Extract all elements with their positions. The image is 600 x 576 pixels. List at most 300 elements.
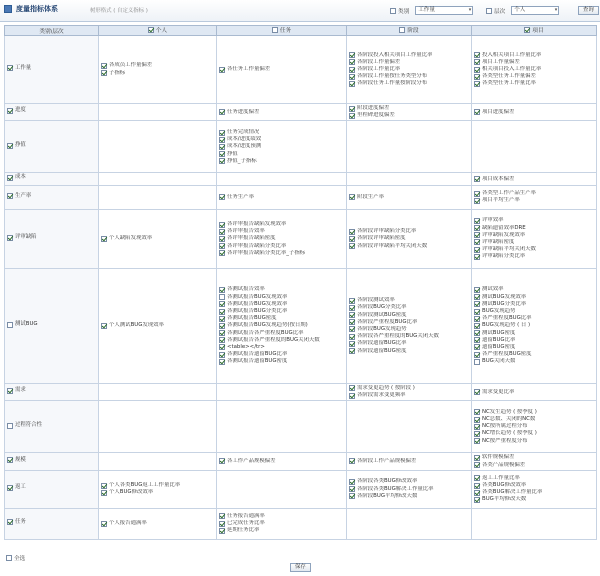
table-row: [5, 173, 597, 186]
row-checkbox[interactable]: [7, 65, 13, 71]
metric-checkbox[interactable]: [349, 486, 355, 492]
metric-checkbox[interactable]: [219, 458, 225, 464]
metric-item: [474, 246, 594, 253]
metric-label: 成本/进度绩效: [227, 136, 262, 143]
metric-label: 阶段生产率: [357, 193, 384, 200]
metric-item: [349, 319, 469, 326]
table-row: [5, 453, 597, 470]
metric-label: 各测试报告效率: [227, 286, 265, 293]
metric-cell: [472, 508, 597, 539]
metric-item: [474, 80, 594, 87]
metric-checkbox[interactable]: [349, 385, 355, 391]
metric-item: [219, 150, 344, 157]
metric-checkbox[interactable]: [474, 389, 480, 395]
column-checkbox[interactable]: [399, 27, 405, 33]
metric-item: [474, 358, 594, 365]
category-select[interactable]: 工作量 ▾: [415, 6, 473, 15]
metric-checkbox[interactable]: [219, 359, 225, 365]
metric-checkbox[interactable]: [219, 330, 225, 336]
metric-item: [349, 312, 469, 319]
metric-checkbox[interactable]: [474, 417, 480, 423]
metric-label: 缺陷遗留效率DRE: [482, 224, 526, 231]
metric-checkbox[interactable]: [474, 344, 480, 350]
row-header-group: [7, 321, 38, 328]
metric-checkbox[interactable]: [101, 236, 107, 242]
column-label: 个人: [155, 28, 168, 34]
metric-label: 投入相关项目工作量比率: [482, 51, 542, 58]
metric-checkbox[interactable]: [219, 301, 225, 307]
metric-checkbox[interactable]: [349, 298, 355, 304]
metric-item: [349, 392, 469, 399]
column-checkbox[interactable]: [272, 27, 278, 33]
metric-checkbox[interactable]: [219, 222, 225, 228]
metric-label: 测试BUG分类比率: [482, 300, 527, 307]
metric-item: [219, 143, 344, 150]
metric-checkbox[interactable]: [349, 74, 355, 80]
metric-checkbox[interactable]: [474, 191, 480, 197]
metric-item: [474, 217, 594, 224]
metric-checkbox[interactable]: [474, 225, 480, 231]
metric-item: [349, 304, 469, 311]
metric-item: [349, 242, 469, 249]
metric-checkbox[interactable]: [219, 243, 225, 249]
metric-cell: [347, 453, 472, 470]
metric-cell: [217, 508, 347, 539]
metric-label: 各测试报告遗留BUG比率: [227, 351, 288, 358]
metric-label: 评审缺陷发现效率: [482, 231, 526, 238]
metric-label: 各类型任务工作量偏差: [482, 73, 536, 80]
row-label: 测试BUG: [15, 321, 38, 328]
category-filter: [390, 6, 473, 15]
metric-checkbox[interactable]: [219, 513, 225, 519]
metric-label: 延期任务比率: [227, 527, 260, 534]
metric-cell: [472, 383, 597, 400]
metric-label: BUG平均修改天数: [482, 496, 527, 503]
metric-item: [474, 225, 594, 232]
metric-item: [219, 351, 344, 358]
metric-label: <table></tr>: [227, 343, 265, 350]
metric-cell: [472, 401, 597, 453]
row-checkbox[interactable]: [7, 457, 13, 463]
row-checkbox[interactable]: [7, 322, 13, 328]
metric-checkbox[interactable]: [219, 151, 225, 157]
metric-checkbox[interactable]: [349, 106, 355, 112]
metric-label: 遗留BUG密度: [482, 343, 516, 350]
metric-checkbox[interactable]: [219, 352, 225, 358]
metric-item: [474, 416, 594, 423]
metric-cell: [99, 185, 217, 209]
metric-checkbox[interactable]: [219, 294, 225, 300]
query-button[interactable]: 查询: [578, 6, 599, 15]
metric-checkbox[interactable]: [474, 490, 480, 496]
metric-item: [101, 520, 214, 527]
table-row: [5, 268, 597, 383]
metric-checkbox[interactable]: [219, 194, 225, 200]
metric-label: 任务报告通满率: [227, 512, 265, 519]
metric-checkbox[interactable]: [474, 337, 480, 343]
metric-item: [474, 482, 594, 489]
row-header: [5, 470, 99, 508]
metric-cell: [99, 121, 217, 173]
metric-item: [101, 70, 214, 77]
metric-label: 各阶段投入相关项目工作量比率: [357, 51, 433, 58]
metric-label: 个人各类BUG返工工作量比率: [109, 482, 181, 489]
table-row: [5, 401, 597, 453]
metric-label: 各阶段严重程度BUG比率: [357, 318, 418, 325]
metric-checkbox[interactable]: [349, 493, 355, 499]
column-checkbox[interactable]: [148, 27, 154, 33]
metric-cell: [99, 268, 217, 383]
metric-cell: [99, 401, 217, 453]
metric-label: 个人报告通满率: [109, 520, 147, 527]
metric-checkbox[interactable]: [349, 341, 355, 347]
metric-item: [101, 235, 214, 242]
save-button[interactable]: 保存: [290, 563, 311, 572]
metric-label: 各阶段工作产品规模偏差: [357, 457, 417, 464]
metric-checkbox[interactable]: [219, 158, 225, 164]
row-header: [5, 383, 99, 400]
metric-label: 各严重程度BUG比率: [482, 315, 532, 322]
metric-checkbox[interactable]: [474, 232, 480, 238]
metric-checkbox[interactable]: [349, 479, 355, 485]
metric-item: [474, 294, 594, 301]
metric-label: 个人BUG修改效率: [109, 489, 154, 496]
metric-item: [219, 329, 344, 336]
metric-checkbox[interactable]: [101, 483, 107, 489]
metric-cell: [347, 383, 472, 400]
metric-label: 各评审报告效率: [227, 228, 265, 235]
metric-cell: [347, 173, 472, 186]
metric-item: [474, 52, 594, 59]
metric-checkbox[interactable]: [219, 344, 225, 350]
row-label: 规模: [15, 456, 26, 463]
metric-label: 各阶段评审缺陷平均关闭天数: [357, 242, 428, 249]
metric-label: 各类型任务工作量比率: [482, 80, 536, 87]
metric-item: [349, 194, 469, 201]
metric-checkbox[interactable]: [219, 109, 225, 115]
metric-checkbox[interactable]: [474, 67, 480, 73]
metric-checkbox[interactable]: [474, 330, 480, 336]
metric-item: [349, 297, 469, 304]
metric-label: 遗留BUG比率: [482, 336, 516, 343]
metric-item: [474, 253, 594, 260]
metric-label: 各阶段各严重程度的BUG关闭天数: [357, 333, 439, 340]
metric-item: [219, 129, 344, 136]
row-label: 返工: [15, 484, 26, 491]
metric-checkbox[interactable]: [219, 144, 225, 150]
metric-cell: [472, 36, 597, 104]
metric-checkbox[interactable]: [349, 236, 355, 242]
metric-checkbox[interactable]: [349, 243, 355, 249]
metric-checkbox[interactable]: [474, 455, 480, 461]
metric-checkbox[interactable]: [101, 70, 107, 76]
metric-checkbox[interactable]: [219, 521, 225, 527]
row-checkbox[interactable]: [7, 143, 13, 149]
metric-checkbox[interactable]: [474, 359, 480, 365]
metric-label: 任务生产率: [227, 193, 254, 200]
metric-checkbox[interactable]: [474, 198, 480, 204]
metric-label: 各阶段评审缺陷分类比率: [357, 228, 417, 235]
metric-label: 测试效率: [482, 286, 504, 293]
column-checkbox[interactable]: [524, 27, 530, 33]
metric-label: NC按所属过程分布: [482, 423, 528, 430]
metric-checkbox[interactable]: [349, 194, 355, 200]
metric-cell: [99, 470, 217, 508]
metric-checkbox[interactable]: [349, 81, 355, 87]
metric-checkbox[interactable]: [219, 528, 225, 534]
row-header: [5, 401, 99, 453]
metric-item: [474, 430, 594, 437]
metric-label: NC按严重程度分布: [482, 437, 528, 444]
metric-checkbox[interactable]: [474, 316, 480, 322]
metric-item: [349, 326, 469, 333]
metric-checkbox[interactable]: [474, 254, 480, 260]
metric-checkbox[interactable]: [349, 59, 355, 65]
metric-checkbox[interactable]: [474, 483, 480, 489]
metric-cell: [99, 453, 217, 470]
row-header: [5, 453, 99, 470]
metric-checkbox[interactable]: [474, 462, 480, 468]
metric-item: [219, 286, 344, 293]
metric-label: 各阶段各类BUG修改效率: [357, 478, 418, 485]
column-header-group: [399, 26, 418, 34]
metric-checkbox[interactable]: [219, 236, 225, 242]
metric-cell: [472, 268, 597, 383]
metric-cell: [217, 470, 347, 508]
row-checkbox[interactable]: [7, 388, 13, 394]
metric-checkbox[interactable]: [474, 52, 480, 58]
row-header: [5, 121, 99, 173]
metric-item: [474, 388, 594, 395]
metric-item: [101, 482, 214, 489]
metric-label: 各阶段工作量偏差: [357, 58, 401, 65]
metric-label: 各测试报告BUG分类比率: [227, 308, 288, 314]
metric-checkbox[interactable]: [349, 305, 355, 311]
metric-label: 项目进度偏差: [482, 108, 515, 115]
metric-label: 个人测试BUG发现效率: [109, 322, 164, 329]
metric-item: [474, 190, 594, 197]
metric-item: [474, 176, 594, 183]
table-row: [5, 508, 597, 539]
metric-checkbox[interactable]: [474, 352, 480, 358]
metric-label: 各测试报告各严重程度BUG比率: [227, 329, 304, 336]
metric-checkbox[interactable]: [474, 247, 480, 253]
metric-item: [474, 351, 594, 358]
metric-checkbox[interactable]: [349, 393, 355, 399]
row-checkbox[interactable]: [7, 235, 13, 241]
metric-checkbox[interactable]: [101, 63, 107, 69]
row-checkbox[interactable]: [7, 519, 13, 525]
metric-item: [349, 458, 469, 465]
metric-item: [349, 112, 469, 119]
row-header-group: [7, 387, 26, 394]
metric-cell: [347, 268, 472, 383]
table-row: [5, 121, 597, 173]
metric-label: 各测试报告BUG密度: [227, 315, 277, 322]
metric-label: 各类型工作产品生产率: [482, 190, 536, 197]
metric-label: 各任务工作量偏差: [227, 66, 271, 72]
column-label: 项目: [532, 28, 544, 34]
metric-checkbox[interactable]: [474, 431, 480, 437]
metric-item: [474, 461, 594, 468]
row-checkbox[interactable]: [7, 423, 13, 429]
row-label: 进度: [15, 107, 26, 114]
metric-cell: [99, 104, 217, 121]
metric-label: 阶段进度偏差: [357, 105, 390, 112]
metric-cell: [347, 36, 472, 104]
page-title: 度量指标体系: [16, 5, 58, 13]
metric-checkbox[interactable]: [474, 409, 480, 415]
metric-label: 各阶段工作量按任务类型分布: [357, 73, 428, 80]
level-checkbox[interactable]: [486, 8, 492, 14]
row-label: 挣值: [15, 142, 26, 149]
metrics-table: [4, 25, 597, 540]
row-header-group: [7, 107, 26, 114]
row-header: [5, 209, 99, 268]
table-row: [5, 470, 597, 508]
metric-label: 评审效率: [482, 217, 504, 224]
metric-item: [349, 228, 469, 235]
row-header-group: [7, 234, 37, 241]
metric-cell: [472, 121, 597, 173]
metric-label: 软件规模偏差: [482, 454, 515, 461]
metric-label: 挣值_子指标: [227, 157, 257, 164]
metric-checkbox[interactable]: [349, 67, 355, 73]
metric-item: [474, 315, 594, 322]
metric-checkbox[interactable]: [219, 323, 225, 329]
row-header: [5, 104, 99, 121]
metric-item: [349, 333, 469, 340]
metric-label: 各阶段BUG分类比率: [357, 304, 407, 311]
metric-item: [219, 301, 344, 308]
metric-checkbox[interactable]: [474, 176, 480, 182]
metric-item: [219, 294, 344, 301]
metric-label: 各严重程度BUG密度: [482, 351, 532, 358]
category-checkbox[interactable]: [390, 8, 396, 14]
metric-checkbox[interactable]: [474, 475, 480, 481]
select-all-label: 全选: [14, 556, 26, 562]
metrics-table-body: [5, 36, 597, 540]
metric-checkbox[interactable]: [474, 109, 480, 115]
metric-label: 测试BUG发现效率: [482, 293, 527, 300]
metric-checkbox[interactable]: [219, 130, 225, 136]
metric-item: [219, 344, 344, 351]
metric-item: [219, 358, 344, 365]
metric-item: [219, 221, 344, 228]
row-checkbox[interactable]: [7, 193, 13, 199]
metric-checkbox[interactable]: [219, 316, 225, 322]
metric-label: NC增长趋势 ( 按季度 ): [482, 430, 537, 437]
metric-checkbox[interactable]: [219, 337, 225, 343]
metric-checkbox[interactable]: [349, 312, 355, 318]
metric-label: 里程碑进度偏差: [357, 112, 395, 119]
metric-checkbox[interactable]: [101, 490, 107, 496]
metric-checkbox[interactable]: [349, 348, 355, 354]
metric-item: [349, 59, 469, 66]
metric-checkbox[interactable]: [219, 67, 225, 73]
metric-checkbox[interactable]: [349, 113, 355, 119]
metric-label: NC总数、关闭的NC数: [482, 416, 536, 423]
metric-label: 各阶段遗留BUG密度: [357, 347, 407, 354]
metric-item: [219, 66, 344, 73]
metric-checkbox[interactable]: [219, 229, 225, 235]
row-header-group: [7, 174, 26, 181]
metric-cell: [217, 36, 347, 104]
metric-item: [474, 73, 594, 80]
row-label: 成本: [15, 174, 26, 181]
metric-checkbox[interactable]: [101, 323, 107, 329]
metric-checkbox[interactable]: [474, 59, 480, 65]
metric-checkbox[interactable]: [219, 250, 225, 256]
metric-checkbox[interactable]: [349, 334, 355, 340]
metric-checkbox[interactable]: [474, 424, 480, 430]
metric-checkbox[interactable]: [349, 52, 355, 58]
row-header: [5, 508, 99, 539]
metric-checkbox[interactable]: [474, 438, 480, 444]
table-row: [5, 36, 597, 104]
metric-label: 任务进度偏差: [227, 108, 260, 115]
metric-checkbox[interactable]: [474, 287, 480, 293]
metric-item: [474, 197, 594, 204]
metric-cell: [472, 470, 597, 508]
metric-cell: [217, 209, 347, 268]
metric-item: [474, 438, 594, 445]
row-checkbox[interactable]: [7, 108, 13, 114]
metric-checkbox[interactable]: [474, 294, 480, 300]
metric-cell: [217, 121, 347, 173]
row-checkbox[interactable]: [7, 175, 13, 181]
metric-item: [349, 478, 469, 485]
metric-checkbox[interactable]: [474, 218, 480, 224]
metric-checkbox[interactable]: [219, 287, 225, 293]
metric-item: [474, 66, 594, 73]
metric-label: 各阶段测试BUG密度: [357, 311, 407, 318]
metric-item: [219, 520, 344, 527]
select-all-checkbox[interactable]: [6, 555, 12, 561]
metric-checkbox[interactable]: [349, 229, 355, 235]
metric-label: 各测试报告遗留BUG密度: [227, 358, 288, 365]
column-label: 阶段: [407, 28, 419, 34]
row-header: [5, 185, 99, 209]
level-select[interactable]: 个人 ▾: [511, 6, 559, 15]
metric-item: [219, 109, 344, 116]
metric-checkbox[interactable]: [474, 74, 480, 80]
metric-item: [474, 409, 594, 416]
metric-checkbox[interactable]: [219, 309, 225, 315]
chart-icon: [4, 5, 12, 13]
metric-checkbox[interactable]: [474, 301, 480, 307]
metric-item: [474, 322, 594, 329]
column-header-group: [148, 26, 167, 34]
metric-checkbox[interactable]: [349, 458, 355, 464]
level-label: 层次: [494, 8, 506, 15]
metric-item: [219, 136, 344, 143]
metric-checkbox[interactable]: [474, 497, 480, 503]
metric-checkbox[interactable]: [474, 239, 480, 245]
metric-checkbox[interactable]: [474, 323, 480, 329]
metric-checkbox[interactable]: [349, 319, 355, 325]
metric-cell: [472, 104, 597, 121]
metric-item: [474, 475, 594, 482]
metric-checkbox[interactable]: [349, 326, 355, 332]
page-subtitle: 树形格式 ( 自定义指标 ): [90, 8, 148, 14]
metric-checkbox[interactable]: [101, 521, 107, 527]
metric-item: [474, 59, 594, 66]
metric-checkbox[interactable]: [474, 309, 480, 315]
metric-checkbox[interactable]: [219, 137, 225, 143]
metric-checkbox[interactable]: [474, 81, 480, 87]
row-checkbox[interactable]: [7, 485, 13, 491]
